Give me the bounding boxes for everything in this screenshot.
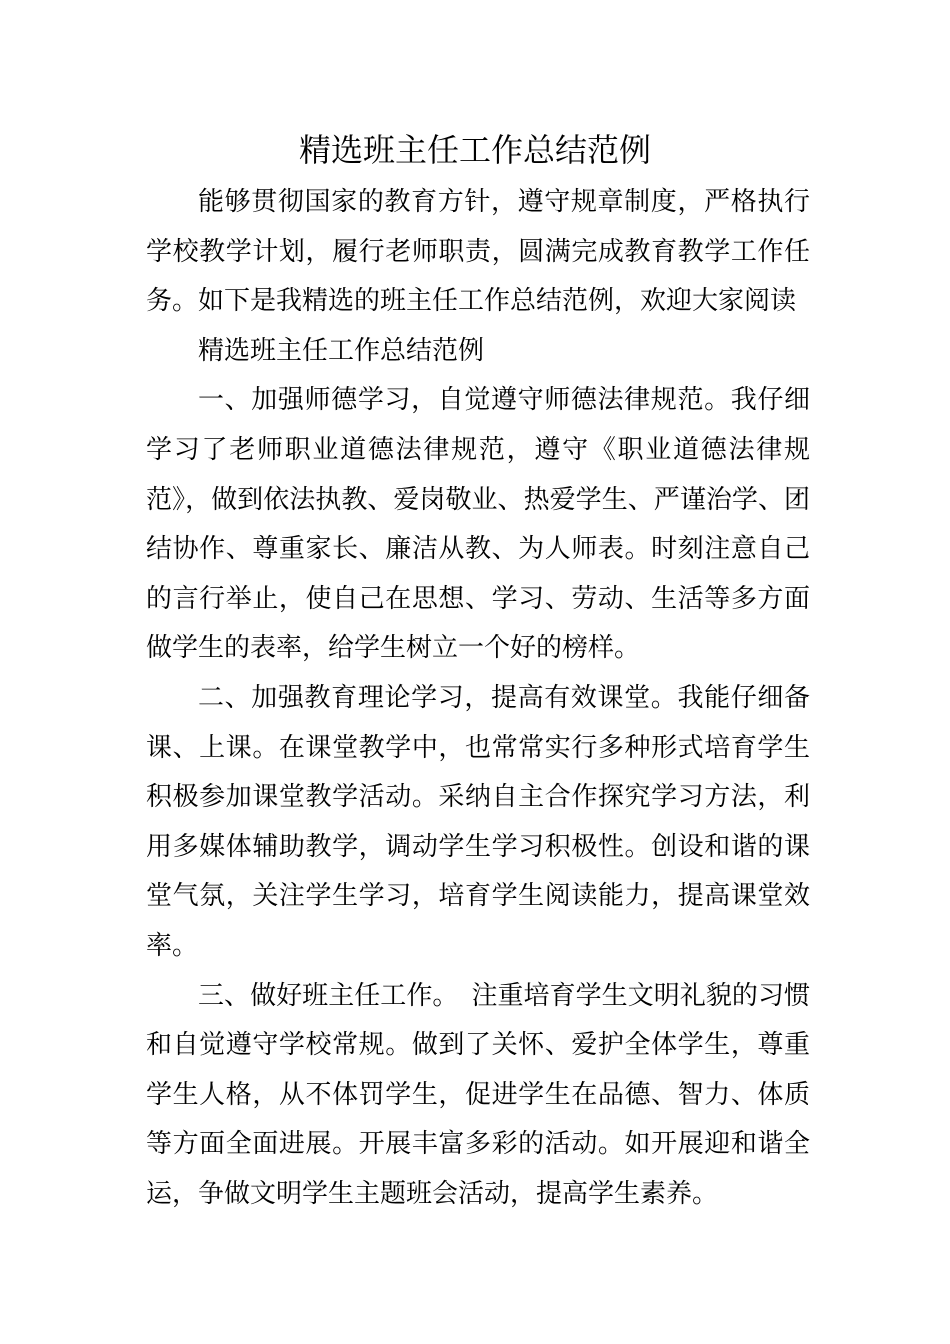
paragraph-intro: 能够贯彻国家的教育方针，遵守规章制度，严格执行学校教学计划，履行老师职责，圆满完成教育教学工作任务。如下是我精选的班主任工作总结范例，欢迎大家阅读 [146, 187, 810, 317]
paragraph-subtitle: 精选班主任工作总结范例 [198, 335, 485, 366]
document-body [146, 178, 810, 1219]
paragraph-section-1: 一、加强师德学习，自觉遵守师德法律规范。我仔细学习了老师职业道德法律规范，遵守《职业道德法律规范》，做到依法执教、爱岗敬业、热爱学生、严谨治学、团结协作、尊重家长、廉洁从教、为人师表。时刻注意自己的言行举止，使自己在思想、学习、劳动、生活等多方面做学生的表率，给学生树立一个好的榜样。 [146, 385, 810, 664]
paragraph-section-2: 二、加强教育理论学习，提高有效课堂。我能仔细备课、上课。在课堂教学中，也常常实行多种形式培育学生积极参加课堂教学活动。采纳自主合作探究学习方法，利用多媒体辅助教学，调动学生学习积极性。创设和谐的课堂气氛，关注学生学习，培育学生阅读能力，提高课堂效率。 [146, 682, 810, 961]
paragraph-section-3: 三、做好班主任工作。 注重培育学生文明礼貌的习惯和自觉遵守学校常规。做到了关怀、爱护全体学生，尊重学生人格，从不体罚学生，促进学生在品德、智力、体质等方面全面进展。开展丰富多彩的活动。如开展迎和谐全运，争做文明学生主题班会活动，提高学生素养。 [146, 980, 810, 1209]
document-title: 精选班主任工作总结范例 [298, 131, 651, 169]
